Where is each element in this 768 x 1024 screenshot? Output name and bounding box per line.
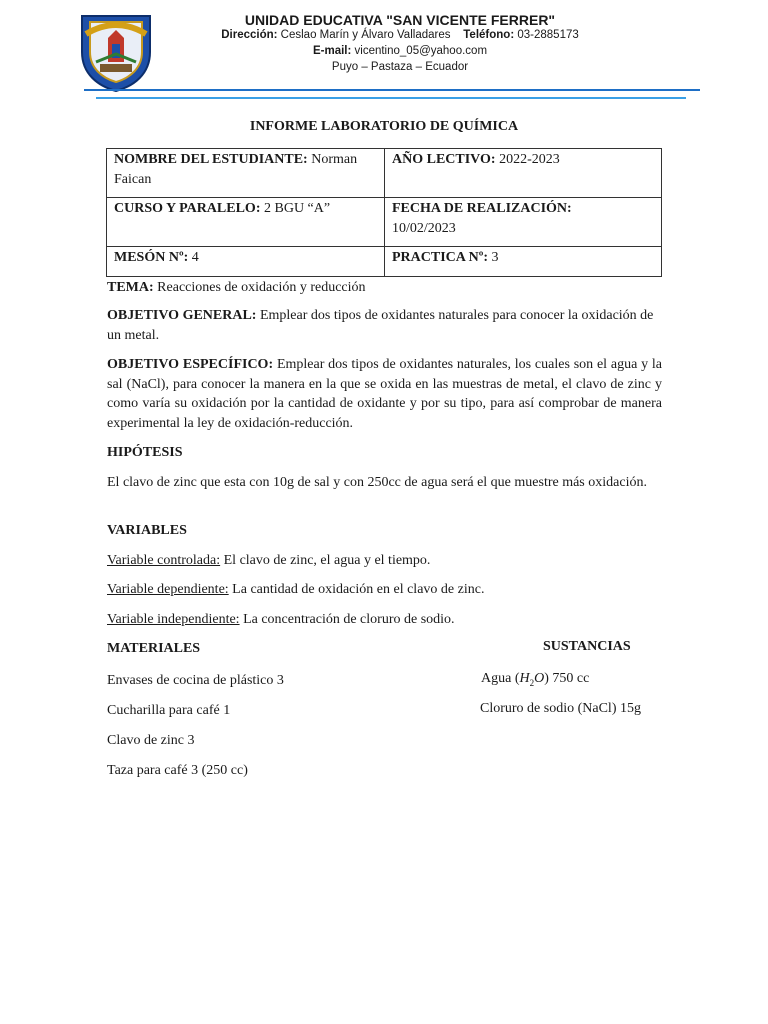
- tema-value: Reacciones de oxidación y reducción: [157, 280, 366, 295]
- student-value: Norman Faican: [114, 152, 358, 187]
- report-title: INFORME LABORATORIO DE QUÍMICA: [249, 119, 519, 134]
- meson-cell: [107, 247, 385, 277]
- school-name: UNIDAD EDUCATIVA "SAN VICENTE FERRER": [244, 12, 556, 28]
- list-item: Clavo de zinc 3: [107, 733, 195, 748]
- objetivo-especifico: [107, 355, 662, 433]
- header-divider-light: [96, 97, 686, 99]
- address-value: Ceslao Marín y Álvaro Valladares: [280, 29, 451, 41]
- materiales-heading: MATERIALES: [107, 641, 201, 656]
- objetivo-general: [107, 306, 662, 345]
- variable-independiente: [107, 610, 662, 630]
- email-value[interactable]: vicentino_05@yahoo.com: [354, 45, 488, 57]
- objetivo-general-label: OBJETIVO GENERAL:: [107, 308, 257, 323]
- letterhead: [0, 10, 768, 90]
- sustancia-agua: [481, 671, 589, 688]
- sustancia-sal: Cloruro de sodio (NaCl) 15g: [480, 701, 641, 716]
- formula-h: H: [519, 671, 530, 686]
- variable-independiente-label: Variable independiente:: [107, 612, 240, 627]
- sustancias-heading: SUSTANCIAS: [543, 639, 631, 654]
- student-label: NOMBRE DEL ESTUDIANTE:: [114, 152, 308, 167]
- year-cell: [385, 149, 662, 198]
- course-value: 2 BGU “A”: [264, 201, 331, 216]
- meson-label: MESÓN Nº:: [114, 250, 189, 265]
- objetivo-general-text: Emplear dos tipos de oxidantes naturales para conocer la oxidación de un metal.: [107, 308, 654, 343]
- year-label: AÑO LECTIVO:: [392, 152, 496, 167]
- variable-independiente-value: La concentración de cloruro de sodio.: [243, 612, 455, 627]
- hipotesis-heading: HIPÓTESIS: [107, 445, 183, 460]
- list-item: Cucharilla para café 1: [107, 703, 231, 718]
- variable-dependiente-value: La cantidad de oxidación en el clavo de zinc.: [232, 582, 485, 597]
- variable-controlada-label: Variable controlada:: [107, 553, 221, 568]
- student-cell: [107, 149, 385, 198]
- objetivo-especifico-text: Emplear dos tipos de oxidantes naturales, los cuales son el agua y la sal (NaCl), para conocer la manera en la que se oxida en las muestras de metal, el clavo de zinc y como varía su oxidación por la cantidad de oxidante y por su tipo, para así comprobar de manera experimental la ley de oxidación-reducción.: [107, 357, 663, 431]
- date-value: 10/02/2023: [392, 221, 456, 236]
- location-line: Puyo – Pastaza – Ecuador: [331, 61, 469, 73]
- table-row: [107, 247, 662, 277]
- agua-prefix: Agua (: [481, 671, 520, 686]
- address-label: Dirección:: [221, 29, 278, 41]
- tema-label: TEMA:: [107, 280, 154, 295]
- variable-controlada-value: El clavo de zinc, el agua y el tiempo.: [223, 553, 431, 568]
- phone-label: Teléfono:: [463, 29, 515, 41]
- formula-o: O: [534, 671, 545, 686]
- variable-dependiente: [107, 580, 662, 600]
- course-label: CURSO Y PARALELO:: [114, 201, 261, 216]
- school-crest-logo: [78, 12, 154, 92]
- variable-dependiente-label: Variable dependiente:: [107, 582, 229, 597]
- date-cell: [385, 198, 662, 247]
- hipotesis-text: El clavo de zinc que esta con 10g de sal y con 250cc de agua será el que muestre más oxidación.: [107, 475, 647, 490]
- student-info-table: [106, 148, 662, 277]
- email-label: E-mail:: [312, 45, 352, 57]
- variables-heading: VARIABLES: [107, 523, 187, 538]
- address-line: [200, 29, 600, 41]
- phone-value: 03-2885173: [517, 29, 579, 41]
- date-label: FECHA DE REALIZACIÓN:: [392, 201, 572, 216]
- agua-suffix: ) 750 cc: [544, 671, 590, 686]
- table-row: [107, 149, 662, 198]
- practice-value: 3: [491, 250, 499, 265]
- practice-label: PRACTICA Nº:: [392, 250, 489, 265]
- tema-line: [107, 278, 662, 298]
- practice-cell: [385, 247, 662, 277]
- header-divider-dark: [84, 89, 700, 91]
- list-item: Envases de cocina de plástico 3: [107, 673, 284, 688]
- list-item: Taza para café 3 (250 cc): [107, 763, 248, 778]
- year-value: 2022-2023: [499, 152, 560, 167]
- objetivo-especifico-label: OBJETIVO ESPECÍFICO:: [107, 357, 274, 372]
- formula-sub: 2: [529, 677, 535, 688]
- course-cell: [107, 198, 385, 247]
- meson-value: 4: [191, 250, 199, 265]
- email-line: [200, 45, 600, 57]
- table-row: [107, 198, 662, 247]
- variable-controlada: [107, 551, 662, 571]
